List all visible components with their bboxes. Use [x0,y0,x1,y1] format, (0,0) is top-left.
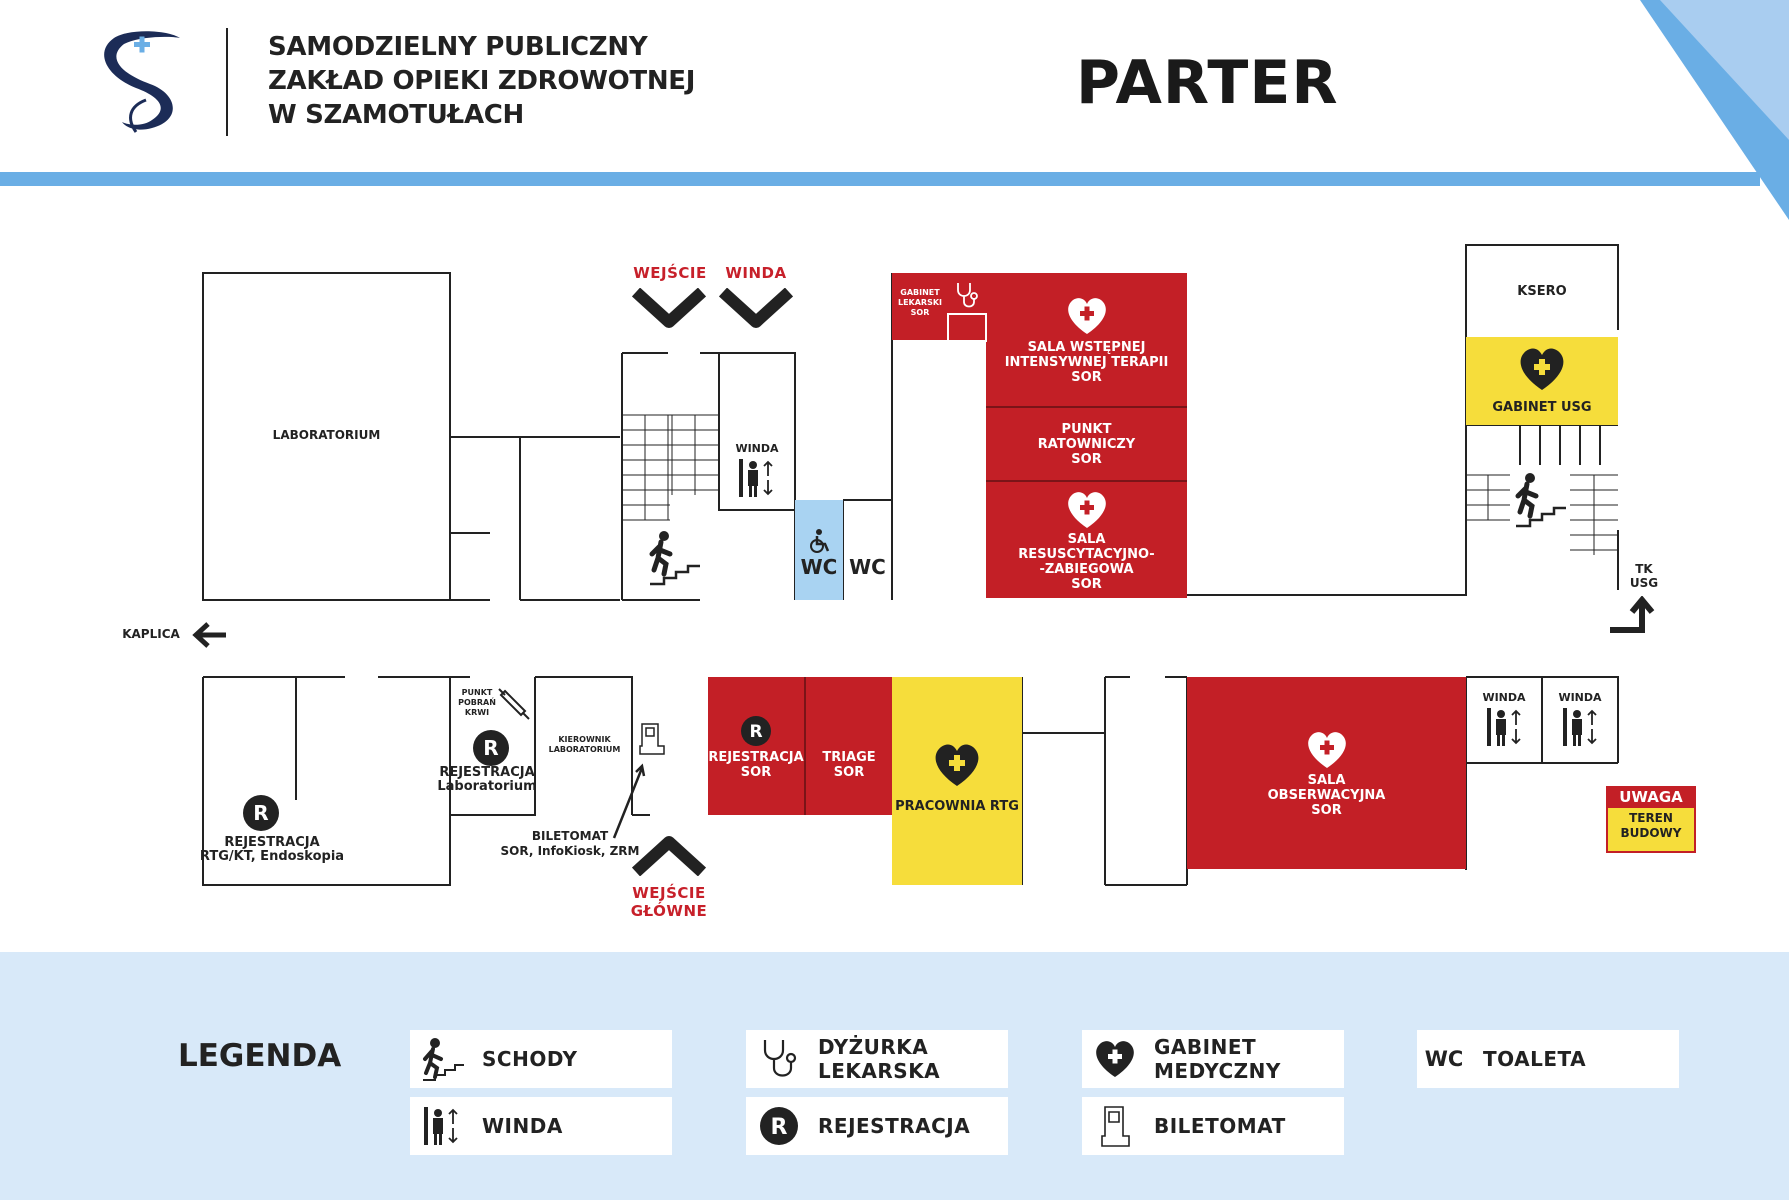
org-line-1: SAMODZIELNY PUBLICZNY [268,32,648,62]
label-sala-resuscytacyjno [986,532,1187,592]
medical-heart-icon [932,742,982,788]
kierownik-lab-l1: KIEROWNIK [558,735,611,744]
biletomat-l1: BILETOMAT [531,829,609,843]
rejestracja-sor-l1: REJESTRACJA [708,750,804,765]
sala-obserwacyjna-l1: SALA [1307,773,1346,788]
uwaga-label: UWAGA [1606,786,1696,808]
medical-heart-icon [1517,346,1567,392]
floor-title: PARTER [1076,48,1339,118]
sala-resuscytacyjno-l1: SALA [1067,532,1106,547]
legend-label: REJESTRACJA [818,1114,971,1138]
label-sala-obserwacyjna [1187,773,1466,818]
wc-icon: WC [1424,1047,1464,1071]
registration-r-icon [741,716,771,746]
legend-item-rejestracja [746,1097,1008,1155]
legend-item-winda [410,1097,672,1155]
medical-heart-icon [1065,490,1109,530]
punkt-ratowniczy-l1: PUNKT [1061,422,1112,437]
svg-text:R: R [253,801,269,825]
elevator-icon [1486,707,1526,747]
label-winda-top: WINDA [725,264,787,282]
ticket-kiosk-icon [1090,1104,1140,1148]
chevron-down-icon [719,288,793,330]
medical-heart-icon [1090,1039,1140,1079]
label-kaplica: KAPLICA [122,627,180,641]
elevator-icon [738,458,778,498]
label-tk-usg [1620,562,1668,590]
ticket-kiosk-icon [636,720,666,756]
legend-label-l1: GABINET [1154,1035,1257,1059]
stethoscope-icon [754,1036,804,1082]
gabinet-lekarski-l2: LEKARSKI [897,298,943,307]
legend-item-gabinet [1082,1030,1344,1088]
tk-usg-l1: TK [1635,562,1653,576]
punkt-pobran-l2: POBRAŃ [458,698,496,707]
room-triage-sor [806,677,892,815]
sala-resuscytacyjno-l4: SOR [1071,577,1102,592]
svg-text:R: R [770,1115,788,1140]
label-wejscie-glowne [620,884,718,920]
registration-r-icon [243,795,279,831]
legend-label-l2: MEDYCZNY [1154,1059,1281,1083]
sala-wstepnej-l1: SALA WSTĘPNEJ [1027,340,1146,355]
label-laboratorium: LABORATORIUM [272,428,381,442]
svg-text:R: R [749,722,763,742]
arrow-left-icon [190,620,230,650]
punkt-pobran-l3: KRWI [464,708,490,717]
label-winda-right-2: WINDA [1558,691,1602,704]
registration-r-icon [473,730,509,766]
label-wejscie-top: WEJŚCIE [633,264,707,282]
chevron-up-icon [632,834,706,876]
sala-obserwacyjna-l3: SOR [1311,803,1342,818]
medical-heart-icon [1305,730,1349,770]
tk-usg-l2: USG [1629,576,1659,590]
rejestracja-lab-l2: Laboratorium [437,779,537,794]
sala-wstepnej-l2: INTENSYWNEJ TERAPII [1004,355,1169,370]
wheelchair-icon [807,528,831,554]
punkt-ratowniczy-l2: RATOWNICZY [1037,437,1136,452]
teren-budowy-l1: TEREN [1629,811,1673,825]
rejestracja-sor-l2: SOR [740,765,772,780]
sala-resuscytacyjno-l2: RESUSCYTACYJNO- [1018,547,1155,562]
wejscie-glowne-l1: WEJŚCIE [632,884,706,902]
svg-text:R: R [483,736,499,760]
sala-wstepnej-l3: SOR [1071,370,1102,385]
sala-obserwacyjna-l2: OBSERWACYJNA [1267,788,1386,803]
label-pracownia-rtg: PRACOWNIA RTG [895,799,1019,814]
rejestracja-rtg-l1: REJESTRACJA [224,835,320,850]
kierownik-lab-l2: LABORATORIUM [548,745,621,754]
rejestracja-rtg-l2: RTG/KT, Endoskopia [199,849,345,864]
legend-label: BILETOMAT [1154,1114,1286,1138]
rejestracja-lab-l1: REJESTRACJA [439,765,535,780]
teren-budowy-l2: BUDOWY [1620,826,1682,840]
label-triage-sor [806,750,892,780]
stairs-icon [1514,472,1570,528]
label-ksero: KSERO [1517,284,1567,299]
label-gabinet-lekarski [892,288,948,318]
stairs-icon [648,530,702,586]
label-wc-disabled: WC [800,555,838,579]
legend-item-dyzurka [746,1030,1008,1088]
label-gabinet-usg: GABINET USG [1492,400,1592,415]
medical-heart-icon [1065,296,1109,336]
legend-title: LEGENDA [178,1038,342,1074]
legend-label [818,1035,940,1083]
construction-warning-sign [1606,786,1696,852]
legend-label-l2: LEKARSKA [818,1059,941,1083]
teren-budowy-label [1606,808,1696,853]
stethoscope-icon [953,280,979,310]
biletomat-l2: SOR, InfoKiosk, ZRM [500,844,640,858]
punkt-pobran-l1: PUNKT [461,688,493,697]
label-rejestracja-sor [708,750,804,780]
wejscie-glowne-l2: GŁÓWNE [630,902,708,920]
label-wc: WC [849,555,886,579]
punkt-ratowniczy-l3: SOR [1071,452,1102,467]
registration-r-icon [754,1106,804,1146]
gabinet-lekarski-door [946,310,988,344]
gabinet-lekarski-l3: SOR [910,308,930,317]
legend-item-schody [410,1030,672,1088]
legend-label: SCHODY [482,1047,578,1071]
label-sala-wstepnej [986,340,1187,385]
label-punkt-ratowniczy [986,422,1187,467]
syringe-icon [495,685,531,721]
legend-item-toaleta [1417,1030,1679,1088]
triage-sor-l2: SOR [833,765,865,780]
label-winda-stairblock: WINDA [735,442,779,455]
label-kierownik-lab [537,735,632,755]
org-line-3: W SZAMOTUŁACH [268,100,525,130]
label-winda-right-1: WINDA [1482,691,1526,704]
elevator-icon [1562,707,1602,747]
label-biletomat [490,829,650,859]
legend-label: WINDA [482,1114,563,1138]
chevron-down-icon [632,288,706,330]
stairs-icon [418,1037,468,1081]
legend-item-biletomat [1082,1097,1344,1155]
legend-label-l1: DYŻURKA [818,1035,929,1059]
legend-label [1154,1035,1281,1083]
label-rejestracja-rtg [192,836,352,864]
label-rejestracja-lab [430,766,544,794]
gabinet-lekarski-l1: GABINET [900,288,940,297]
elevator-icon [418,1104,468,1148]
arrow-up-right-icon [1606,596,1660,636]
legend-label: TOALETA [1483,1047,1587,1071]
sala-resuscytacyjno-l3: -ZABIEGOWA [1039,562,1134,577]
triage-sor-l1: TRIAGE [822,750,876,765]
room-rejestracja-sor [708,677,806,815]
org-line-2: ZAKŁAD OPIEKI ZDROWOTNEJ [268,66,696,96]
